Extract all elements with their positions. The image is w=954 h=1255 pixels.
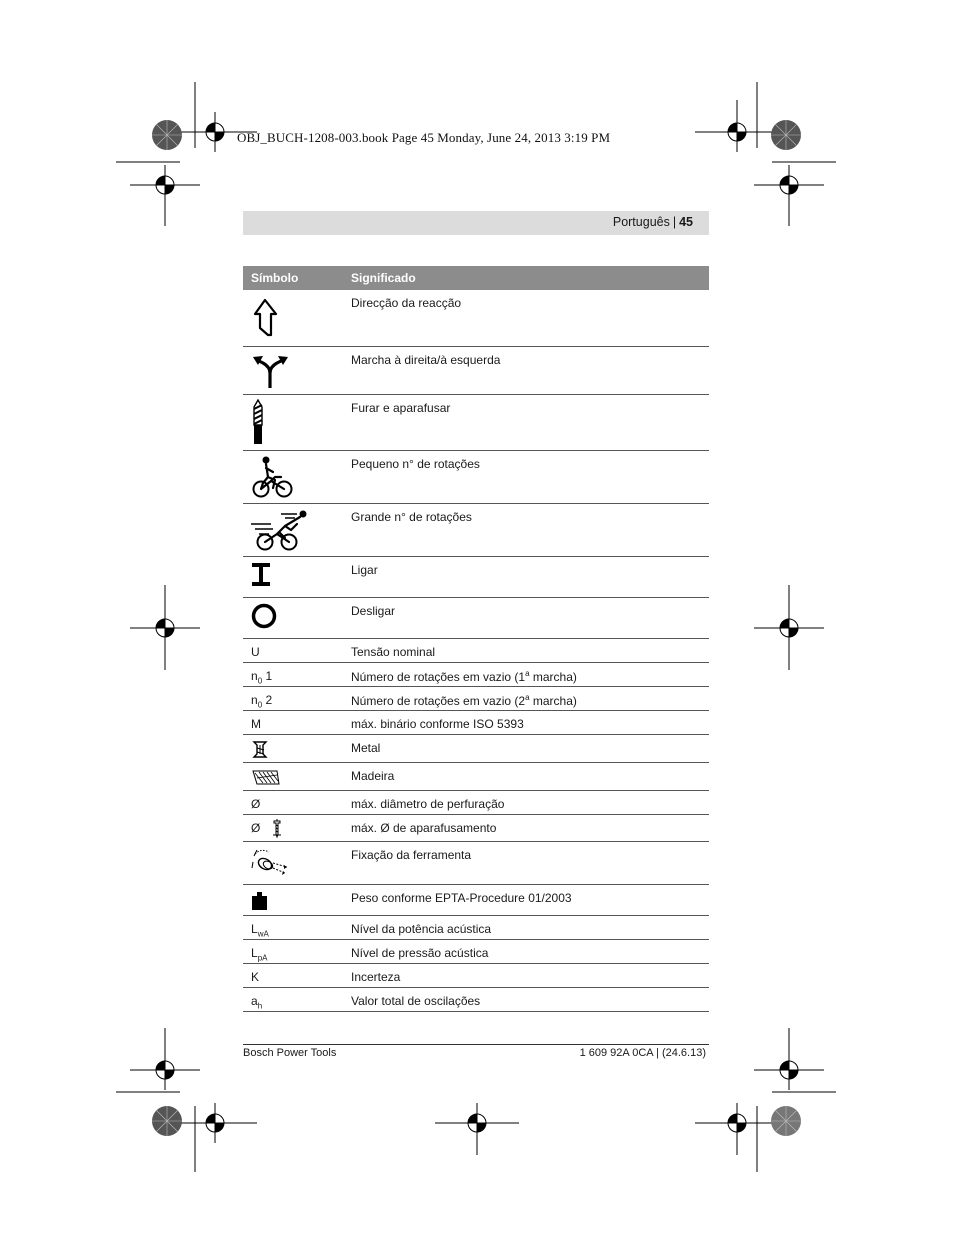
meaning-text-end: marcha) [529,693,577,708]
symbol-base: n [251,692,258,707]
screw-icon [270,818,284,838]
header-language: Português [612,215,670,229]
meaning-cell: Marcha à direita/à esquerda [343,346,709,394]
drill-bit-icon [251,399,265,445]
symbol-cell [243,503,343,556]
symbol-cell [243,556,343,597]
symbol-subscript: pA [257,952,268,962]
column-header-symbol: Símbolo [243,266,343,290]
meaning-cell: Direcção da reacção [343,290,709,346]
table-row [243,710,709,734]
meaning-cell: Valor total de oscilações [343,987,709,1011]
page-number: 45 [679,215,693,229]
symbol-cell: K [243,963,343,987]
table-header-row [243,266,709,290]
header-text [613,215,693,229]
symbol-subscript: wA [257,928,269,938]
meaning-superscript: a [525,692,530,702]
page-header [243,211,709,235]
symbol-cell [243,939,343,963]
meaning-cell: Metal [343,734,709,762]
symbol-subscript: 0 [257,699,263,709]
table-row [243,884,709,915]
meaning-cell: máx. binário conforme ISO 5393 [343,710,709,734]
symbol-cell: M [243,710,343,734]
table-row [243,762,709,790]
meaning-cell: Furar e aparafusar [343,394,709,450]
print-slug: OBJ_BUCH-1208-003.book Page 45 Monday, June 24, 2013 3:19 PM [237,130,611,145]
symbol-subscript: h [257,1000,263,1010]
table-row [243,987,709,1011]
symbol-suffix: 2 [262,692,273,707]
symbol-base: n [251,668,258,683]
wood-icon [251,768,281,786]
column-header-meaning: Significado [343,266,709,290]
symbol-cell [243,884,343,915]
table-row [243,503,709,556]
table-row [243,915,709,939]
table-row [243,638,709,662]
symbol-base: Ø [251,820,261,835]
meaning-cell: Grande n° de rotações [343,503,709,556]
symbol-subscript: 0 [257,675,263,685]
header-separator: | [672,215,677,229]
weight-icon [251,891,269,911]
meaning-cell: Peso conforme EPTA-Procedure 01/2003 [343,884,709,915]
power-off-icon [251,602,281,632]
symbol-cell [243,987,343,1011]
table-row [243,939,709,963]
table-row [243,841,709,884]
meaning-superscript: a [525,668,530,678]
symbol-cell [243,346,343,394]
footer-rule [243,1044,709,1045]
meaning-cell: Nível de pressão acústica [343,939,709,963]
table-row [243,790,709,814]
forward-reverse-icon [251,353,291,389]
symbol-cell [243,597,343,638]
power-on-icon [251,561,273,589]
meaning-cell: Madeira [343,762,709,790]
symbol-cell: Ø [243,790,343,814]
footer-doc-number: 1 609 92A 0CA | (24.6.13) [579,1047,706,1059]
meaning-cell [343,662,709,686]
symbol-cell [243,814,343,841]
symbol-cell [243,394,343,450]
symbol-suffix: 1 [262,668,273,683]
table-row [243,556,709,597]
table-row [243,597,709,638]
slow-cyclist-icon [251,455,295,499]
meaning-text-end: marcha) [529,669,577,684]
symbol-cell [243,662,343,686]
table-row [243,346,709,394]
meaning-cell: máx. Ø de aparafusamento [343,814,709,841]
symbol-cell [243,290,343,346]
reaction-arrow-icon [251,298,281,338]
symbol-cell [243,450,343,503]
symbol-cell: U [243,638,343,662]
table-row [243,686,709,710]
symbol-base: L [251,921,258,936]
meaning-cell [343,686,709,710]
meaning-cell: Nível da potência acústica [343,915,709,939]
meaning-text: Número de rotações em vazio (1 [351,669,526,684]
meaning-cell: Desligar [343,597,709,638]
meaning-cell: Ligar [343,556,709,597]
meaning-cell: Incerteza [343,963,709,987]
table-row [243,394,709,450]
symbol-table [243,266,709,1012]
tool-chuck-icon [251,846,291,880]
footer-brand: Bosch Power Tools [243,1047,337,1059]
symbol-cell [243,841,343,884]
symbol-base: L [251,945,258,960]
table-row [243,814,709,841]
symbol-base: a [251,993,258,1008]
meaning-cell: máx. diâmetro de perfuração [343,790,709,814]
meaning-cell: Fixação da ferramenta [343,841,709,884]
table-row [243,662,709,686]
table-row [243,963,709,987]
fast-cyclist-icon [251,508,313,552]
symbol-cell [243,762,343,790]
meaning-cell: Pequeno n° de rotações [343,450,709,503]
symbol-cell [243,915,343,939]
meaning-text: Número de rotações em vazio (2 [351,693,526,708]
metal-icon [251,740,271,758]
table-row [243,290,709,346]
table-row [243,450,709,503]
symbol-cell [243,686,343,710]
table-row [243,734,709,762]
meaning-cell: Tensão nominal [343,638,709,662]
symbol-cell [243,734,343,762]
